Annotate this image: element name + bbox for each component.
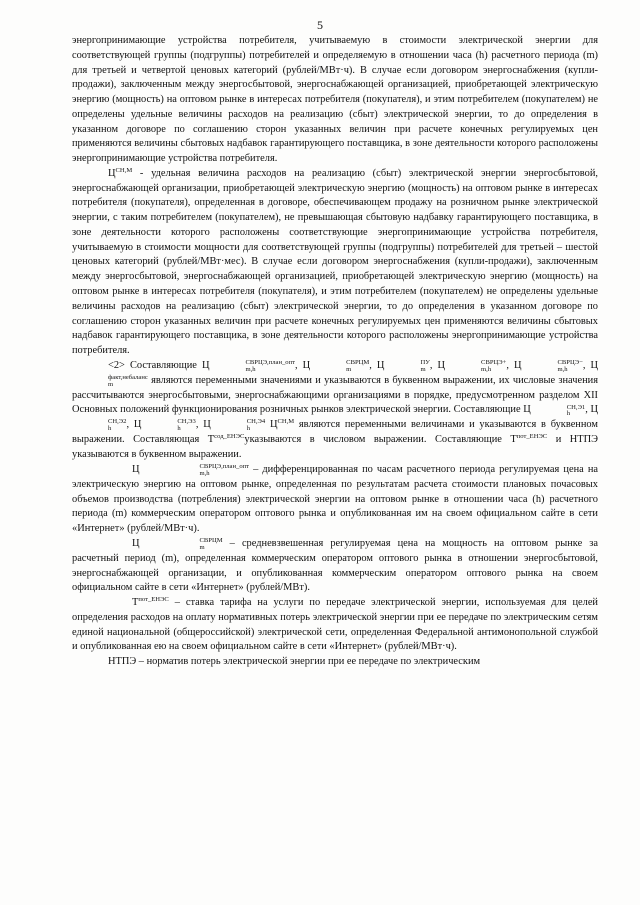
symbol-t-pot-enes [132, 597, 169, 608]
paragraph-1 [72, 34, 598, 167]
symbol-superscript: СВРЦМ [199, 536, 223, 544]
symbol-subscript: m [199, 543, 205, 551]
paragraph-3-text-d: и НТПЭ указываются в буквенном выражении. [72, 434, 598, 461]
component-subscript: h [108, 425, 112, 433]
symbol-base: Ц [132, 537, 140, 549]
component-subscript: m,h [245, 365, 256, 373]
symbol-subscript: m,h [199, 469, 210, 477]
component-c5 [514, 360, 583, 371]
symbol-c-sn-m [108, 168, 132, 179]
symbol-base: Ц [108, 167, 116, 179]
component-superscript: СН,М [277, 418, 295, 426]
symbol-base: Ц [590, 404, 598, 416]
paragraph-3: <2> Составляющие Ц СВРЦЭ,план_опт m,h , Ц СВРЦМ m , Ц ПУ m , Ц СВРЦЭ+ m,h , Ц СВРЦЭ− m,h , Ц факт,небаланс m являются переменными значениями и указываются в буквенном выражении, их числовые значения рассчитываются энергосбытовыми, энергоснабжающими организациями в порядке, предусмотренном разделом XII Основных положений функционирования розничных рынков электрической энергии. Составляющие Ц СН,Э1 h , Ц СН,Э2 h , Ц СН,Э3 h , Ц СН,Э4 h $Ц^{СН,М}$ являются переменными величинами и указываются в буквенном выражении. Составляющая $Т^{сод\_ЕНЭС}указываются$ в числовом выражении. Составляющие $Т^{пот\_ЕНЭС}$ и НТПЭ указываются в буквенном выражении. [72, 358, 598, 461]
symbol-c-svrcm [132, 538, 223, 549]
symbol-base: Ц [203, 419, 211, 431]
paragraph-5-text: – средневзвешенная регулируемая цена на мощность на оптовом рынке за расчетный период (m), определенная коммерческим оператором оптового рынка в отношении энергосбытовой, энергоснабжающей организации, и опубликованная коммерческим оператором оптового рынка на своем официальном сайте в сети «Интернет» (рублей/МВт). [72, 537, 598, 594]
paragraph-7-text: НТПЭ – норматив потерь электрической энергии при ее передаче по электрическим [108, 656, 481, 668]
component-d1 [523, 403, 586, 418]
symbol-base: Ц [269, 419, 278, 431]
symbol-base: Ц [437, 359, 446, 371]
symbol-base: Ц [302, 359, 311, 371]
component-superscript: СН,Э2 [108, 418, 127, 426]
paragraph-4 [72, 463, 598, 537]
component-t-sod [208, 434, 245, 445]
symbol-base: Ц [133, 419, 142, 431]
component-t-pot [510, 434, 547, 445]
symbol-superscript: СВРЦЭ,план_опт [199, 462, 250, 470]
paragraph-2 [72, 167, 598, 359]
symbol-superscript: пот_ЕНЭС [138, 596, 169, 604]
paragraph-6 [72, 596, 598, 655]
component-superscript: СВРЦЭ+ [481, 358, 507, 366]
symbol-base: Ц [590, 359, 598, 371]
paragraph-4-text: – дифференцированная по часам расчетного периода регулируемая цена на электрическую энергию на оптовом рынке, определенная по результатам расчета стоимости плановых почасовых объемов производства (потребления) электрической энергии на оптовом рынке в отношении часа (h) расчетного периода (m) коммерческим оператором оптового рынка и опубликованная им на своем официальном сайте в сети «Интернет» (рублей/МВт·ч). [72, 463, 598, 535]
paragraph-2-text: - удельная величина расходов на реализацию (сбыт) электрической энергии энергосбытовой, энергоснабжающей организации, приобретающей электрическую энергию (мощность) на оптовом рынке в интересах потребителя (покупателя), определенная в договоре, обеспечивающем продажу на розничном рынке электрической энергии, с таким потребителем (покупателем), не превышающая сбытовую надбавку гарантирующего поставщика, в зоне деятельности которого расположены соответствующие энергопринимающие устройства потребителя, учитываемую в стоимости мощности для соответствующей группы (подгруппы) потребителей для третьей – шестой ценовых категорий (рублей/МВт·мес). В случае если договором энергоснабжения (купли-продажи), заключенным между энергосбытовой, энергоснабжающей организацией, приобретающей электрическую энергию (мощность) на оптовом рынке в интересах потребителя (покупателя), и этим потребителем (покупателем) не определены удельные величины расходов на реализацию (сбыт) электрической энергии, то до определения в указанном договоре по соглашению сторон указанных величин при расчете конечных регулируемых цен применяются величины сбытовых надбавок гарантирующего поставщика, в зоне деятельности которого расположены энергопринимающие устройства потребителя. [72, 167, 598, 357]
component-superscript: СН,Э3 [177, 418, 196, 426]
component-superscript: СВРЦМ [346, 358, 370, 366]
symbol-base: Ц [376, 359, 385, 371]
paragraph-5 [72, 537, 598, 596]
component-d3 [133, 418, 196, 433]
symbol-base: Т [132, 597, 139, 609]
component-subscript: m [108, 380, 114, 388]
component-subscript: h [566, 410, 571, 418]
component-c4 [438, 360, 507, 371]
symbol-base: Т [510, 434, 517, 446]
symbol-base: Ц [514, 359, 522, 371]
symbol-superscript: СН,М [115, 166, 133, 174]
component-c2 [303, 360, 370, 371]
symbol-base: Ц [132, 463, 140, 475]
component-subscript: m [346, 365, 352, 373]
paragraph-3-text-a: являются переменными значениями и указываются в буквенном выражении, их числовые значения рассчитываются энергосбытовыми, энергоснабжающими организациями в порядке, предусмотренном разделом XII Основных положений функционирования розничных рынков электрической энергии. Составляющие [72, 374, 598, 416]
component-subscript: h [246, 425, 251, 433]
page-number: 5 [317, 18, 323, 32]
component-superscript: факт,небаланс [108, 373, 148, 381]
component-d4 [203, 418, 266, 433]
component-superscript: СВРЦЭ,план_опт [245, 358, 295, 366]
component-superscript: сод_ЕНЭС [214, 433, 245, 441]
component-c3 [377, 360, 430, 371]
component-superscript: СН,Э1 [566, 403, 586, 411]
paragraph-3-text-c: указываются в числовом выражении. Составляющие [244, 434, 511, 446]
paragraph-3-text-b: являются переменными величинами и указываются в буквенном выражении. Составляющая [72, 419, 598, 446]
component-subscript: h [177, 425, 181, 433]
paragraph-6-text: – ставка тарифа на услуги по передаче электрической энергии, используемая для целей определения расходов на оплату нормативных потерь электрической энергии при ее передаче по электрическим сетям единой национальной (общероссийской) электрической сети, определенная Федеральной антимонопольной службой и опубликованная ею на своем официальном сайте в сети «Интернет» (рублей/МВт·ч). [72, 597, 598, 653]
symbol-base: Т [207, 434, 215, 446]
component-superscript: пот_ЕНЭС [516, 433, 548, 441]
component-d5 [270, 419, 294, 430]
symbol-c-svrce-plan [132, 464, 249, 475]
component-c1 [202, 360, 295, 371]
component-superscript: СН,Э4 [246, 418, 266, 426]
component-subscript: m [420, 365, 426, 373]
component-superscript: ПУ [420, 358, 430, 366]
symbol-base: Ц [523, 404, 531, 416]
component-subscript: m,h [481, 365, 492, 373]
paragraph-3-lead: <2> Составляющие [108, 359, 202, 371]
paragraph-1-text: энергопринимающие устройства потребителя, учитываемую в стоимости электрической энергии для соответствующей группы (подгруппы) потребителей и определяемую в отношении часа (h) расчетного периода (m) для третьей и четвертой ценовых категорий (рублей/МВт·ч). В случае если договором энергоснабжения (купли-продажи), заключенным между энергосбытовой, энергоснабжающей организацией, приобретающей электрическую энергию (мощность) на оптовом рынке в интересах потребителя (покупателя), и этим потребителем (покупателем) не определены удельные величины расходов на реализацию (сбыт) электрической энергии, то до определения в указанном договоре по соглашению сторон указанных величин при расчете конечных регулируемых цен применяются величины сбытовых надбавок гарантирующего поставщика, в зоне деятельности которого расположены энергопринимающие устройства потребителя. [72, 35, 598, 165]
symbol-base: Ц [201, 359, 210, 371]
paragraph-7 [72, 655, 598, 670]
component-subscript: m,h [557, 365, 568, 373]
component-superscript: СВРЦЭ− [557, 358, 583, 366]
document-body [72, 34, 598, 670]
